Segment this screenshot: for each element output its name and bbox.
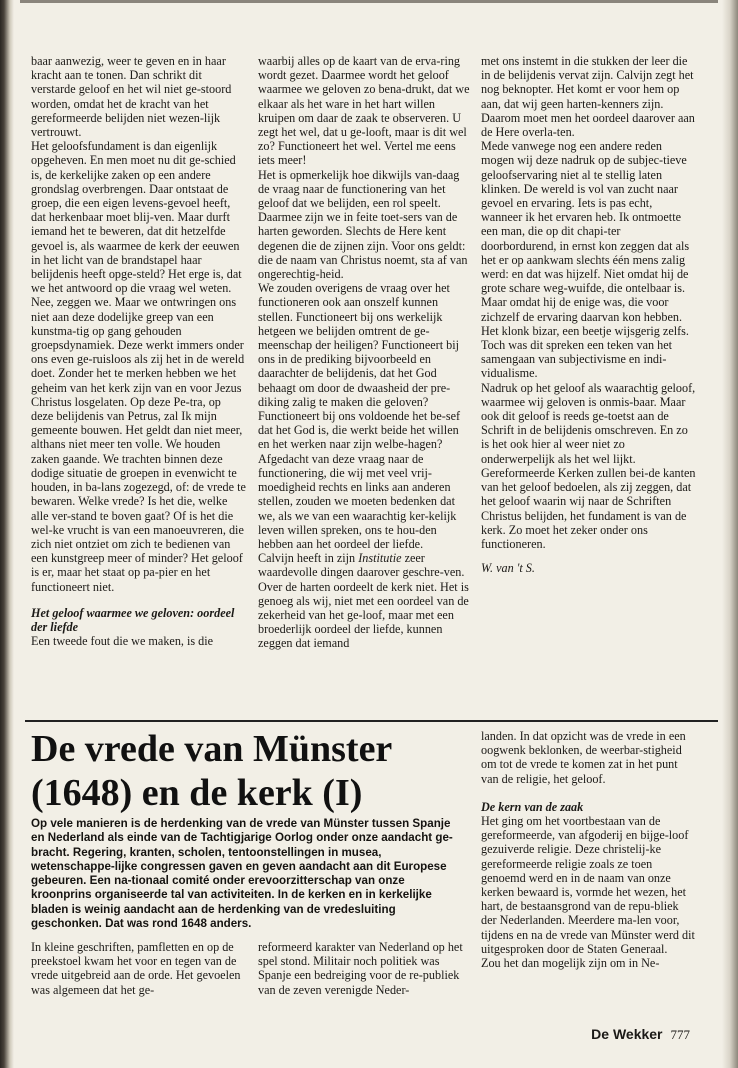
page-outer-edge — [722, 0, 738, 1068]
paragraph: waarbij alles op de kaart van de erva-ring wordt gezet. Daarmee wordt het geloof waarmee we geloven zo bena-drukt, dat we elkaar als het ware in het hart willen kruipen om daar de zaak te observeren. U zegt het wel, dat u ge-looft, maar is dit wel zo? Functioneert het wel. Vertel me eens iets meer! — [258, 54, 470, 168]
section-subheading: De kern van de zaak — [481, 799, 584, 814]
paragraph: Mede vanwege nog een andere reden mogen wij deze nadruk op de subjec-tieve geloofservaring niet al te stellig laten klinken. De wereld is vol van zucht naar gevoel en ervaring. Iets is pas echt, wanneer ik het ervaren heb. Ik ontmoette een man, die op dit chapi-ter doorbordurend, in ernst kon zeggen dat als het er op aankwam slechts één mens zalig werd: en dat was hijzelf. Niet omdat hij de grote schare weg-wuifde, die ontelbaar is. Maar omdat hij de enige was, die voor zichzelf de ervaring daarvan kon hebben. Het klonk bizar, een beetje wijsgerig zelfs. Toch was dit spreken een teken van het samengaan van subjectivisme en indi-vidualisme. — [481, 139, 690, 381]
article-lede: Op vele manieren is de herdenking van de vrede van Münster tussen Spanje en Nederland als einde van de Tachtigjarige Oorlog onder onze aandacht ge-bracht. Regering, kranten, scholen, tentoonstellingen in musea, wetenschappe-lijke congressen gaven en geven aandacht aan dit Europese gebeuren. Een na-tionaal comité onder erevoorzitterschap van onze kroonprins organiseerde tal van activiteiten. In de kerken en in kerkelijke bladen is weinig aandacht aan de herdenking van de vredesluiting geschonken. Dat was rond 1648 anders. — [31, 817, 453, 931]
top-article-column-1 — [31, 54, 246, 648]
section-subheading: Het geloof waarmee we geloven: oordeel der liefde — [31, 605, 235, 634]
section-divider — [25, 720, 718, 722]
paragraph: met ons instemt in die stukken der leer die in de belijdenis vervat zijn. Calvijn zegt het nog beknopter. Het komt er voor hem op aan, dat wij geen harten-kenners zijn. Daarom moet men het oordeel daarover aan de Here overla-ten. — [481, 54, 695, 140]
work-title: Institutie — [358, 551, 402, 566]
paragraph: Afgedacht van deze vraag naar de functionering, die wij met veel vrij-moedigheid rechts en links aan anderen stellen, zouden we moeten bedenken dat we, als we van een waarachtig ker-kelijk leven willen spreken, ons te hou-den hebben aan het oordeel der liefde. — [258, 451, 457, 551]
bottom-article-column-3 — [481, 729, 696, 970]
paragraph: Het ging om het voortbestaan van de gereformeerde, van afgoderij en bijge-loof gezuiverde religie. Deze christelij-ke gereformeerde religie zoals ze toen genoemd werd en in de naam van onze kerken bewaard is, vormde het wezen, het hart, de bestaansgrond van de repu-bliek der Nederlanden. Meerdere ma-len voor, tijdens en na de vrede van Münster werd dit uitgesproken door de Staten Generaal. — [481, 814, 695, 956]
top-rule — [20, 0, 718, 3]
top-article-column-3 — [481, 54, 696, 575]
paragraph: Het is opmerkelijk hoe dikwijls van-daag de vraag naar de functionering van het geloof dat we belijden, een rol speelt. Daarmee zijn we in feite toet-sers van de harten geworden. Slechts de Here kent degenen die de zijnen zijn. Voor ons geldt: die de naam van Christus noemt, sta af van ongerechtig-heid. — [258, 167, 468, 282]
page-number: 777 — [670, 1027, 690, 1042]
article-headline: De vrede van Münster (1648) en de kerk (I) — [31, 728, 392, 814]
bottom-article-column-2 — [258, 940, 468, 997]
text-run: Calvijn heeft in zijn — [258, 551, 359, 566]
paragraph: Zou het dan mogelijk zijn om in Ne- — [481, 956, 660, 971]
paragraph: baar aanwezig, weer te geven en in haar kracht aan te tonen. Dan schrikt dit verstarde geloof en het wil niet ge-stoord worden, omdat het de kracht van het gereformeerde belijden niet wezen-lijk vertrouwt. — [31, 54, 232, 140]
paragraph-calvin — [258, 551, 471, 650]
paragraph: reformeerd karakter van Nederland op het spel stond. Militair noch politiek was Spanje een bedreiging voor de re-publiek van de zeven verenigde Neder- — [258, 940, 463, 997]
paragraph: In kleine geschriften, pamfletten en op de preekstoel kwam het voor en tegen van de vrede uitgebreid aan de orde. Het gevoelen was algemeen dat het ge- — [31, 940, 241, 997]
top-article-column-2 — [258, 54, 471, 651]
page-footer — [591, 1026, 690, 1043]
author-signature: W. van 't S. — [481, 561, 535, 576]
paragraph: Een tweede fout die we maken, is die — [31, 634, 214, 649]
text-run: zeer waardevolle dingen daarover geschre-ven. Over de harten oordeelt de kerk niet. Het is genoeg als wij, niet met een oordeel van de zekerheid van het ge-loof, maar met een broederlijk oordeel der liefde, kunnen zeggen dat iemand — [258, 551, 469, 651]
paragraph: landen. In dat opzicht was de vrede in een oogwenk beklonken, de weerbar-stigheid om tot de vrede te komen zat in het punt van de religie, het geloof. — [481, 729, 686, 786]
paragraph: Het geloofsfundament is dan eigenlijk opgeheven. En men moet nu dit ge-schied is, de kerkelijke zaken op een andere grondslag overbrengen. Daar ontstaat de groep, die een eigen levens-gevoel heeft, dat herkenbaar moet blij-ven. Maar durft iemand het te beweren, dat dit hetzelfde gevoel is, als waarmee de kerk der eeuwen in het licht van de brandstapel haar belijdenis heeft opge-steld? Het erge is, dat we het antwoord op die vraag wel weten. Nee, zeggen we. Maar we ontwringen ons niet aan deze dodelijke greep van een kunstma-tig op gang gehouden groepsdynamiek. Deze werkt immers onder ons even ge-ruisloos als zij het in de wereld doet. Zonder het te merken hebben we het geheim van het kerk zijn van en voor Jezus Christus losgelaten. Op deze Pe-tra, op deze belijdenis van Petrus, zal Ik mijn gemeente bouwen. Het geldt dan niet meer, althans niet meer ten volle. We houden zaken gaande. We trachten binnen deze dodige situatie de groepen in evenwicht te houden, in ba-lans zogezegd, of: de vrede te bewaren. Welke vrede? Is het die, welke alle ver-stand te boven gaat? Of is het die wel-ke vrucht is van een manoeuvreren, die zich niet ontziet om zich te bedienen van een kunstgreep meer of minder? Het geloof is er, maar het staat op pa-pier en het functioneert niet. — [31, 139, 246, 594]
page-binding-edge — [0, 0, 14, 1068]
bottom-article-column-1 — [31, 940, 241, 997]
paragraph: We zouden overigens de vraag over het functioneren ook aan onszelf kunnen stellen. Functioneert bij ons werkelijk hetgeen we belijden omtrent de ge-meenschap der heiligen? Functioneert bij ons in de prediking bijvoorbeeld en daarachter de belijdenis, dat het God behaagt om door de dwaasheid der pre-diking zalig te maken die geloven? Functioneert bij ons voldoende het be-sef dat het God is, die werkt beide het willen en het werken naar zijn welbe-hagen? — [258, 281, 461, 452]
paragraph: Nadruk op het geloof als waarachtig geloof, waarmee wij geloven is onmis-baar. Maar ook dit geloof is reeds ge-toetst aan de Schrift in de belijdenis omschreven. En zo is het ook hier al weer niet zo onderwerpelijk als het wel lijkt. Gereformeerde Kerken zullen bei-de kanten van het geloof bedoelen, als zij zeggen, dat het geloof waarin wij naar de Schriften Christus belijden, het fundament is van de kerk. Zo moet het zeker onder ons functioneren. — [481, 380, 696, 551]
magazine-name: De Wekker — [591, 1026, 663, 1042]
